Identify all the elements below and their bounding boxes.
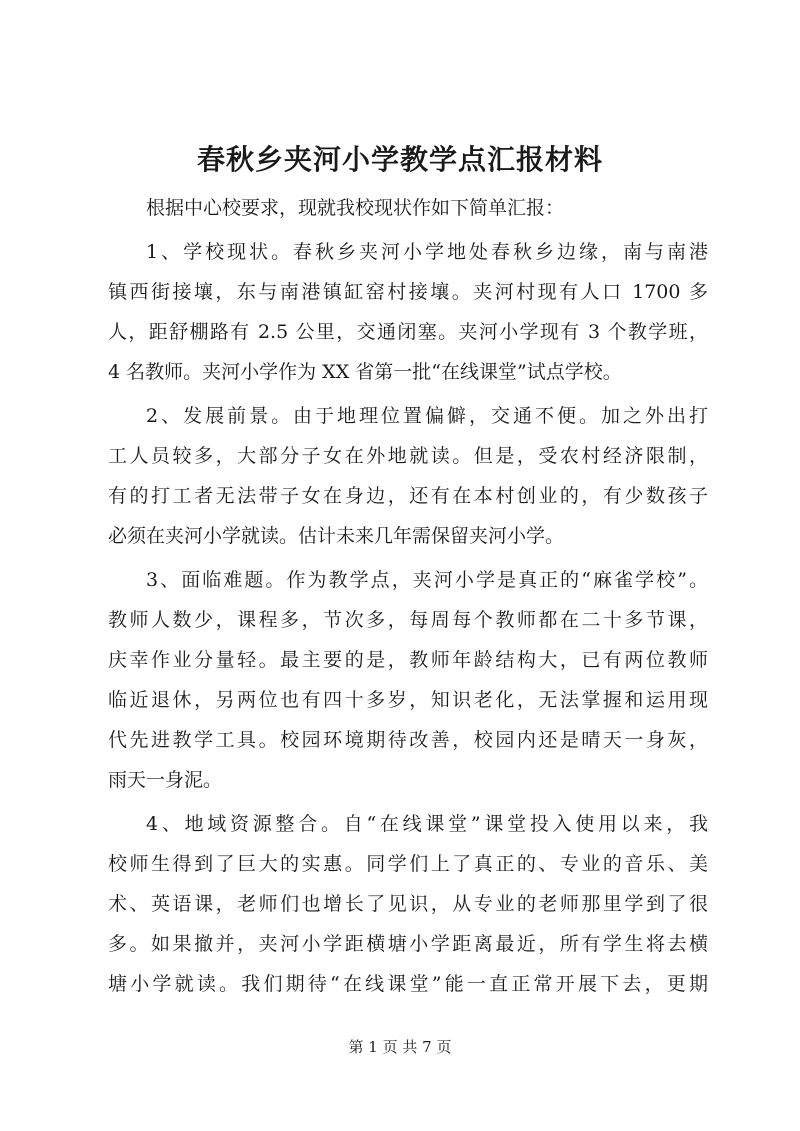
text-line: 代先进教学工具。校园环境期待改善，校园内还是晴天一身灰， [108,729,708,751]
text-line: 临近退休，另两位也有四十多岁，知识老化，无法掌握和运用现 [108,689,708,711]
document-body [108,188,708,1004]
paragraph-difficulties [108,560,708,800]
paragraph-intro [108,188,708,228]
text-line: 术、英语课，老师们也增长了见识，从专业的老师那里学到了很 [108,893,708,915]
text-line: 多。如果撤并，夹河小学距横塘小学距离最近，所有学生将去横 [108,933,708,955]
text-line: 塘小学就读。我们期待“在线课堂”能一直正常开展下去，更期 [108,973,708,995]
paragraph-resource-integration [108,804,708,1004]
text-line: 必须在夹河小学就读。估计未来几年需保留夹河小学。 [108,525,565,547]
text-line: 根据中心校要求，现就我校现状作如下简单汇报： [146,197,565,219]
paragraph-development-outlook [108,396,708,556]
text-line: 3、面临难题。作为教学点，夹河小学是真正的“麻雀学校”。 [146,569,708,591]
text-line: 工人员较多，大部分子女在外地就读。但是，受农村经济限制， [108,445,708,467]
document-title: 春秋乡夹河小学教学点汇报材料 [196,143,603,176]
text-line: 1、学校现状。春秋乡夹河小学地处春秋乡边缘，南与南港 [146,241,708,263]
text-line: 校师生得到了巨大的实惠。同学们上了真正的、专业的音乐、美 [108,853,708,875]
text-line: 4、地域资源整合。自“在线课堂”课堂投入使用以来，我 [146,813,708,835]
page-footer: 第 1 页 共 7 页 [348,1038,452,1056]
text-line: 人，距舒棚路有 2.5 公里，交通闭塞。夹河小学现有 3 个教学班， [108,321,708,343]
text-line: 4 名教师。夹河小学作为 XX 省第一批“在线课堂”试点学校。 [108,361,622,383]
text-line: 教师人数少，课程多，节次多，每周每个教师都在二十多节课， [108,609,708,631]
text-line: 有的打工者无法带子女在身边，还有在本村创业的，有少数孩子 [108,485,708,507]
paragraph-school-status [108,232,708,392]
text-line: 庆幸作业分量轻。最主要的是，教师年龄结构大，已有两位教师 [108,649,708,671]
text-line: 2、发展前景。由于地理位置偏僻，交通不便。加之外出打 [146,405,708,427]
text-line: 雨天一身泥。 [108,769,223,791]
text-line: 镇西街接壤，东与南港镇缸窑村接壤。夹河村现有人口 1700 多 [108,281,708,303]
